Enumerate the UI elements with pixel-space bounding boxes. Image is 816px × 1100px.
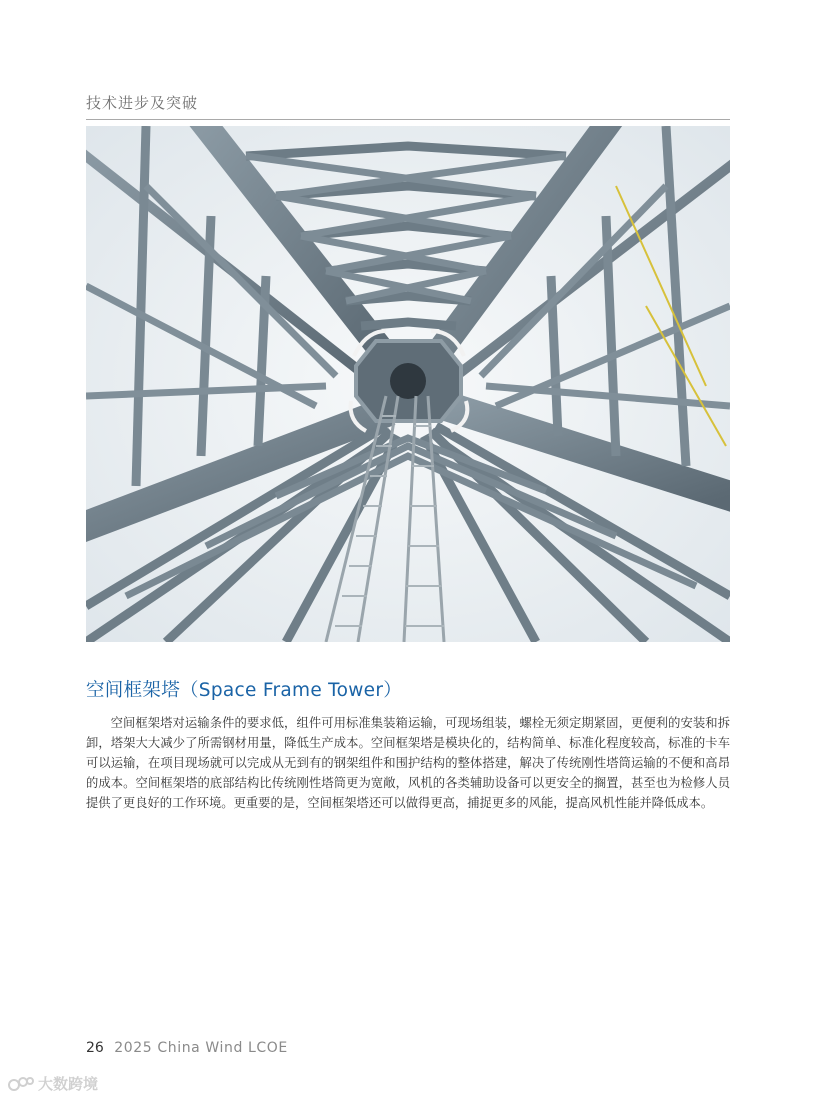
publication-title: 2025 China Wind LCOE [114,1040,288,1056]
watermark-text: 大数跨境 [38,1075,99,1093]
page-footer [86,1040,288,1056]
article-title: 空间框架塔（Space Frame Tower） [86,680,403,701]
watermark [8,1073,98,1094]
logo-icon [8,1076,34,1092]
tower-photo [86,126,730,642]
section-header: 技术进步及突破 [86,92,730,120]
page-number: 26 [86,1040,104,1056]
article-body: 空间框架塔对运输条件的要求低，组件可用标准集装箱运输，可现场组装，螺栓无须定期紧固，更便利的安装和拆卸，塔架大大减少了所需钢材用量，降低生产成本。空间框架塔是模块化的，结构简单、标准化程度较高，标准的卡车可以运输，在项目现场就可以完成从无到有的钢架组件和围护结构的整体搭建，解决了传统刚性塔筒运输的不便和高昂的成本。空间框架塔的底部结构比传统刚性塔筒更为宽敞，风机的各类辅助设备可以更安全的搁置，甚至也为检修人员提供了更良好的工作环境。更重要的是，空间框架塔还可以做得更高，捕捉更多的风能，提高风机性能并降低成本。 [86,716,730,810]
